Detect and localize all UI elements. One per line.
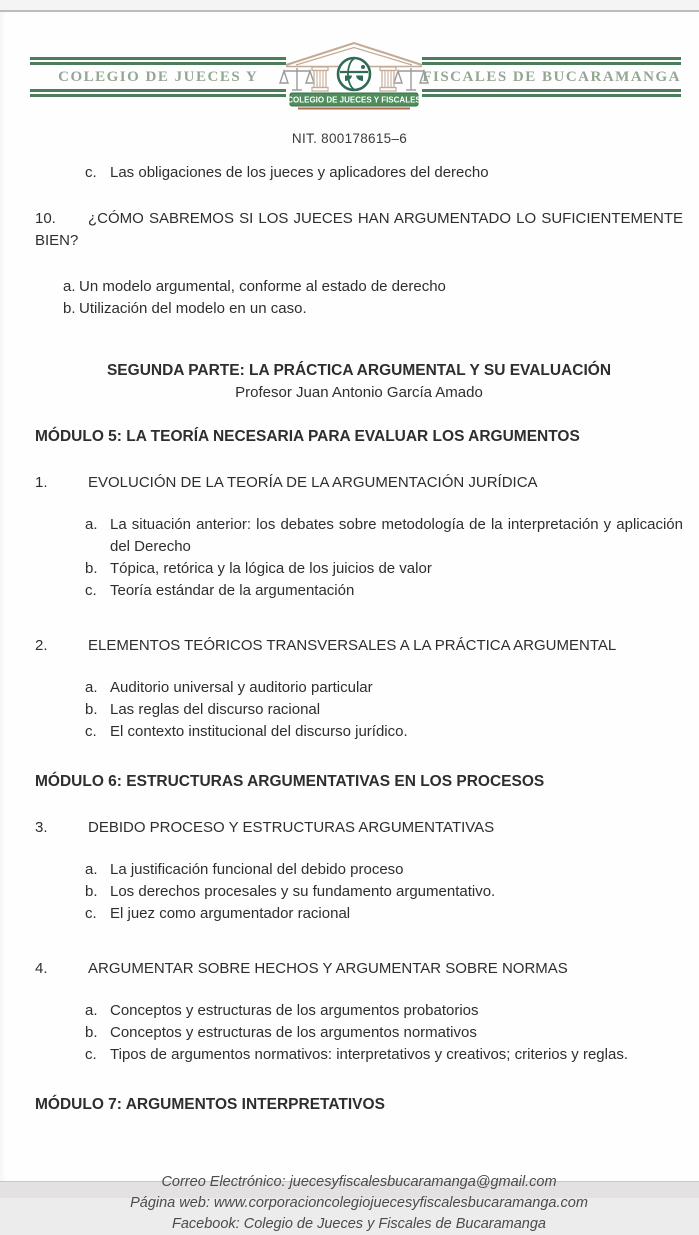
section-number: 2.	[35, 637, 48, 654]
question-10-heading	[35, 208, 683, 252]
document-body	[0, 162, 699, 1235]
list-item-text: Tópica, retórica y la lógica de los juicios de valor	[110, 560, 432, 577]
left-column-icon	[312, 67, 328, 91]
list-item-text: Utilización del modelo en un caso.	[79, 300, 307, 317]
list-item-text: Los derechos procesales y su fundamento argumentativo.	[110, 883, 496, 900]
list-item	[85, 558, 683, 580]
letterhead-left-band	[30, 55, 286, 99]
list-item-text: La situación anterior: los debates sobre metodología de la interpretación y aplicación del Derecho	[110, 516, 683, 555]
list-marker: b.	[85, 560, 98, 577]
section-number: 1.	[35, 474, 48, 491]
list-item	[63, 276, 683, 298]
list-item	[85, 903, 683, 925]
list-item	[85, 580, 683, 602]
list-item-text: Teoría estándar de la argumentación	[110, 582, 355, 599]
list-marker: b.	[85, 701, 98, 718]
footer-website: Página web: www.corporacioncolegiojuecesyfiscalesbucaramanga.com	[130, 1195, 588, 1211]
list-item	[85, 1000, 683, 1022]
section-title: EVOLUCIÓN DE LA TEORÍA DE LA ARGUMENTACIÓN JURÍDICA	[88, 474, 538, 491]
list-item	[85, 514, 683, 558]
double-rule-top	[422, 57, 681, 65]
section-1-heading	[35, 472, 683, 494]
list-item	[85, 859, 683, 881]
section-number: 3.	[35, 819, 48, 836]
list-item	[85, 699, 683, 721]
list-marker: b.	[63, 300, 76, 317]
justice-columns-logo-icon	[276, 38, 432, 110]
list-item	[63, 298, 683, 320]
list-item-text: La justificación funcional del debido proceso	[110, 861, 404, 878]
left-scale-icon	[280, 68, 314, 90]
list-item	[85, 162, 683, 184]
section-title: ARGUMENTAR SOBRE HECHOS Y ARGUMENTAR SOBRE NORMAS	[88, 960, 568, 977]
list-marker: a.	[85, 679, 98, 696]
section-title: DEBIDO PROCESO Y ESTRUCTURAS ARGUMENTATIVAS	[88, 819, 495, 836]
photo-top-edge	[0, 0, 699, 12]
part-title: SEGUNDA PARTE: LA PRÁCTICA ARGUMENTAL Y SU EVALUACIÓN	[106, 362, 612, 379]
list-item	[85, 1022, 683, 1044]
list-marker: a.	[63, 278, 76, 295]
list-marker: c.	[85, 164, 97, 181]
letterhead-left-text: COLEGIO DE JUECES Y	[58, 68, 259, 85]
list-marker: c.	[85, 723, 97, 740]
list-marker: b.	[85, 1024, 98, 1041]
list-item-text: Conceptos y estructuras de los argumentos normativos	[110, 1024, 477, 1041]
professor-name: Profesor Juan Antonio García Amado	[235, 384, 483, 401]
list-item	[85, 881, 683, 903]
letterhead-right-band	[422, 55, 681, 99]
list-marker: c.	[85, 905, 97, 922]
module-5-title: MÓDULO 5: LA TEORÍA NECESARIA PARA EVALUAR LOS ARGUMENTOS	[35, 428, 580, 445]
section-number: 4.	[35, 960, 48, 977]
list-item-text: Conceptos y estructuras de los argumentos probatorios	[110, 1002, 479, 1019]
list-item	[85, 677, 683, 699]
list-marker: a.	[85, 1002, 98, 1019]
list-item-text: El contexto institucional del discurso jurídico.	[110, 723, 408, 740]
letterhead	[0, 12, 699, 115]
question-number: 10.	[35, 210, 56, 227]
module-6-title: MÓDULO 6: ESTRUCTURAS ARGUMENTATIVAS EN LOS PROCESOS	[35, 773, 545, 790]
right-column-icon	[380, 67, 396, 91]
list-item	[85, 1044, 683, 1066]
logo-banner	[288, 93, 422, 106]
list-item-text: Auditorio universal y auditorio particular	[110, 679, 373, 696]
svg-text:COLEGIO DE JUECES Y FISCALES: COLEGIO DE JUECES Y FISCALES	[287, 95, 422, 105]
list-marker: a.	[85, 861, 98, 878]
footer-email: Correo Electrónico: juecesyfiscalesbucaramanga@gmail.com	[161, 1174, 557, 1190]
list-item-text: El juez como argumentador racional	[110, 905, 351, 922]
list-item-text: Las reglas del discurso racional	[110, 701, 321, 718]
list-item	[85, 721, 683, 743]
section-2-heading	[35, 635, 683, 657]
footer-facebook: Facebook: Colegio de Jueces y Fiscales de Bucaramanga	[172, 1216, 546, 1232]
list-marker: c.	[85, 582, 97, 599]
section-3-heading	[35, 817, 683, 839]
double-rule-bottom	[422, 89, 681, 97]
section-title: ELEMENTOS TEÓRICOS TRANSVERSALES A LA PRÁCTICA ARGUMENTAL	[88, 637, 617, 654]
section-4-heading	[35, 958, 683, 980]
document-page	[0, 12, 699, 1232]
list-marker: c.	[85, 1046, 97, 1063]
document-footer	[35, 1172, 683, 1235]
question-text: ¿CÓMO SABREMOS SI LOS JUECES HAN ARGUMENTADO LO SUFICIENTEMENTE BIEN?	[35, 210, 683, 249]
list-marker: a.	[85, 516, 98, 533]
list-item-text: Tipos de argumentos normativos: interpretativos y creativos; criterios y reglas.	[110, 1046, 628, 1063]
globe-icon	[338, 58, 370, 90]
list-item-text: Un modelo argumental, conforme al estado de derecho	[79, 278, 446, 295]
double-rule-top	[30, 57, 286, 65]
list-marker: b.	[85, 883, 98, 900]
right-scale-icon	[394, 68, 428, 90]
list-item-text: Las obligaciones de los jueces y aplicadores del derecho	[110, 164, 489, 181]
nit-number: NIT. 800178615–6	[291, 131, 408, 146]
institution-logo	[276, 38, 432, 115]
letterhead-right-text: FISCALES DE BUCARAMANGA	[422, 68, 681, 85]
double-rule-bottom	[30, 89, 286, 97]
module-7-title: MÓDULO 7: ARGUMENTOS INTERPRETATIVOS	[35, 1096, 385, 1113]
